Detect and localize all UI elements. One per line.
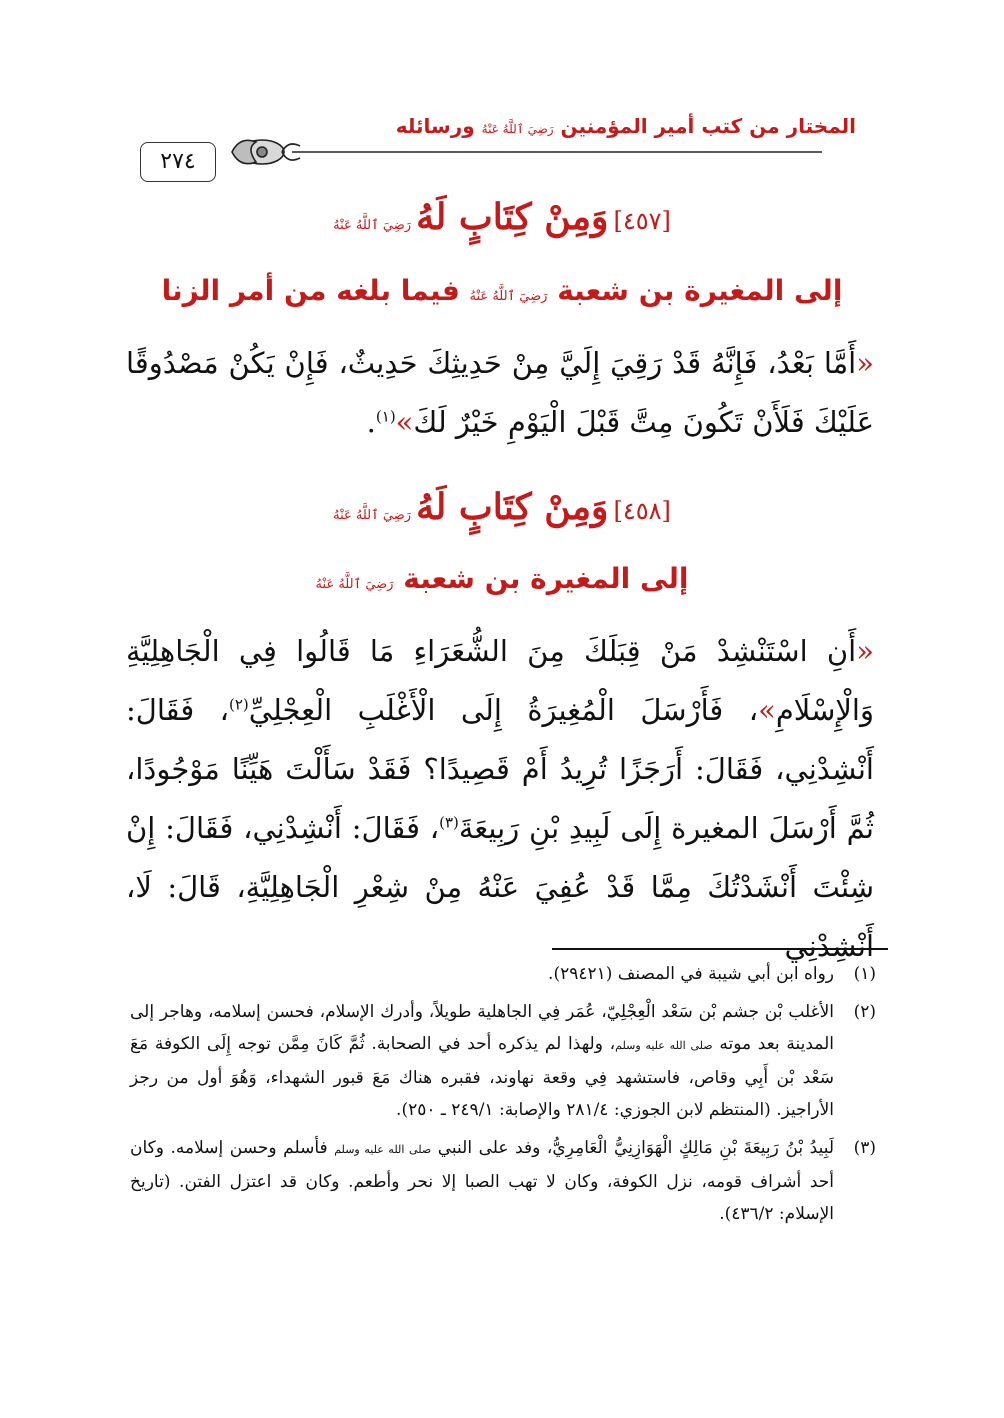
letter-number: [٤٥٨]: [613, 497, 671, 525]
footnote-number: (٣): [853, 1138, 876, 1158]
letter-subheading-457: [140, 274, 864, 307]
letter-text-458: [126, 622, 874, 976]
letter-title: وَمِنْ كِتَابٍ لَهُ: [416, 486, 609, 528]
footnote-text: [130, 996, 834, 1126]
footnote-text-a: الأغلب بْن جشم بْن سَعْد الْعِجْلِيّ، عُمَر فِي الجاهلية طويلاً، وأدرك الإسلام، فحسن إسلامه، وهاجر إلى المدينة بعد موته: [130, 1002, 835, 1054]
footnote-text: [130, 1132, 834, 1230]
page-number: ٢٧٤: [140, 142, 216, 182]
letter-title: وَمِنْ كِتَابٍ لَهُ: [416, 196, 609, 238]
letter-body-d: ، فَقَالَ: أَنْشِدْنِي، فَقَالَ: إِنْ شِئْتَ أَنْشَدْتُكَ مِمَّا قَدْ عُفِيَ عَنْهُ مِنْ شِعْرِ الْجَاهِلِيَّةِ، قَالَ: لَا، أَنْشِدْنِي: [126, 811, 874, 963]
letter-body: أَمَّا بَعْدُ، فَإِنَّهُ قَدْ رَقِيَ إِلَيَّ مِنْ حَدِيثِكَ حَدِيثٌ، فَإِنْ يَكُنْ مَصْدُوقًا عَلَيْكَ فَلَأَنْ تَكُونَ مِتَّ قَبْلَ الْيَوْمِ خَيْرٌ لَكَ: [126, 346, 874, 439]
letter-body-a: أَنِ اسْتَنْشِدْ مَنْ قِبَلَكَ مِنَ الشُّعَرَاءِ مَا قَالُوا فِي الْجَاهِلِيَّةِ وَالْإِسْلَامِ: [126, 634, 874, 727]
letter-heading-457: [140, 196, 864, 238]
footnote-2: [130, 996, 876, 1126]
subheading-text: إلى المغيرة بن شعبة: [557, 274, 843, 307]
subheading-text: إلى المغيرة بن شعبة: [403, 562, 689, 595]
letter-text-457: [126, 334, 874, 452]
running-title-text: المختار من كتب أمير المؤمنين: [560, 114, 856, 138]
honorific: رَضِيَ ٱللَّهُ عَنْهُ: [333, 508, 412, 523]
footnote-ref-2[interactable]: (٢): [229, 695, 249, 714]
sentence-end: .: [366, 405, 376, 439]
footnote-1: [130, 958, 876, 990]
honorific: رَضِيَ ٱللَّهُ عَنْهُ: [469, 289, 548, 304]
honorific: رَضِيَ ٱللَّهُ عَنْهُ: [315, 577, 394, 592]
letter-body-b: ، فَأَرْسَلَ الْمُغِيرَةُ إِلَى الْأَغْلَبِ الْعِجْلِيِّ: [248, 693, 759, 727]
footnotes: [130, 958, 876, 1236]
subheading-rest: فيما بلغه من أمر الزنا: [161, 274, 460, 307]
footnote-ref-3[interactable]: (٣): [439, 813, 459, 832]
open-quote: «: [856, 634, 874, 668]
footnote-3: [130, 1132, 876, 1230]
close-quote: »: [758, 693, 776, 727]
open-quote: «: [856, 346, 874, 380]
footnote-text-a: لَبِيدُ بْنُ رَبِيعَةَ بْنِ مَالِكٍ الْهَوَازِنِيُّ الْعَامِرِيُّ، وفد على النبي: [437, 1138, 835, 1158]
honorific: صلى الله عليه وسلم: [334, 1143, 432, 1156]
footnote-text-b: فأسلم وحسن إسلامه. وكان أحد أشراف قومه، نزل الكوفة، وكان لا تهب الصبا إلا نحر وأطعم. وكان قد اعتزل الفتن. (تاريخ الإسلام: ٤٣٦/٢).: [130, 1138, 834, 1224]
letter-number: [٤٥٧]: [613, 207, 671, 235]
footnote-divider: [552, 948, 888, 950]
close-quote: »: [395, 405, 414, 439]
letter-body-c: ، فَقَالَ: أَنْشِدْنِي، فَقَالَ: أَرَجَزًا تُرِيدُ أَمْ قَصِيدًا؟ فَقَدْ سَأَلْتَ هَيِّنًا مَوْجُودًا، ثُمَّ أَرْسَلَ المغيرة إِلَى لَبِيدِ بْنِ رَبِيعَةَ: [126, 693, 874, 845]
letter-heading-458: [140, 486, 864, 528]
footnote-ref-1[interactable]: (١): [375, 407, 396, 426]
footnote-number: (١): [853, 964, 876, 984]
footnote-text: رواه ابن أبي شيبة في المصنف (٢٩٤٢١).: [548, 964, 834, 984]
running-title-honorific: رَضِيَ ٱللَّهُ عَنْهُ: [481, 122, 554, 136]
running-title: [300, 114, 856, 138]
footnote-number: (٢): [853, 1002, 876, 1022]
running-title-suffix: ورسائله: [395, 114, 475, 138]
letter-subheading-458: [140, 562, 864, 595]
footnote-text-b: ، ولهذا لم يذكره أحد في الصحابة. ثُمَّ كَانَ مِمَّن توجه إِلَى الكوفة مَعَ سَعْد بْن أَبِي وقاص، فاستشهد فِي وقعة نهاوند، فقبره هناك مَعَ قبور الشهداء، وَهُوَ أول من رجز الأراجيز. (المنتظم لابن الجوزي: ٢٨١/٤ والإصابة: ٢٤٩/١ ـ ٢٥٠).: [130, 1034, 834, 1120]
honorific: صلى الله عليه وسلم: [615, 1039, 713, 1052]
honorific: رَضِيَ ٱللَّهُ عَنْهُ: [333, 218, 412, 233]
